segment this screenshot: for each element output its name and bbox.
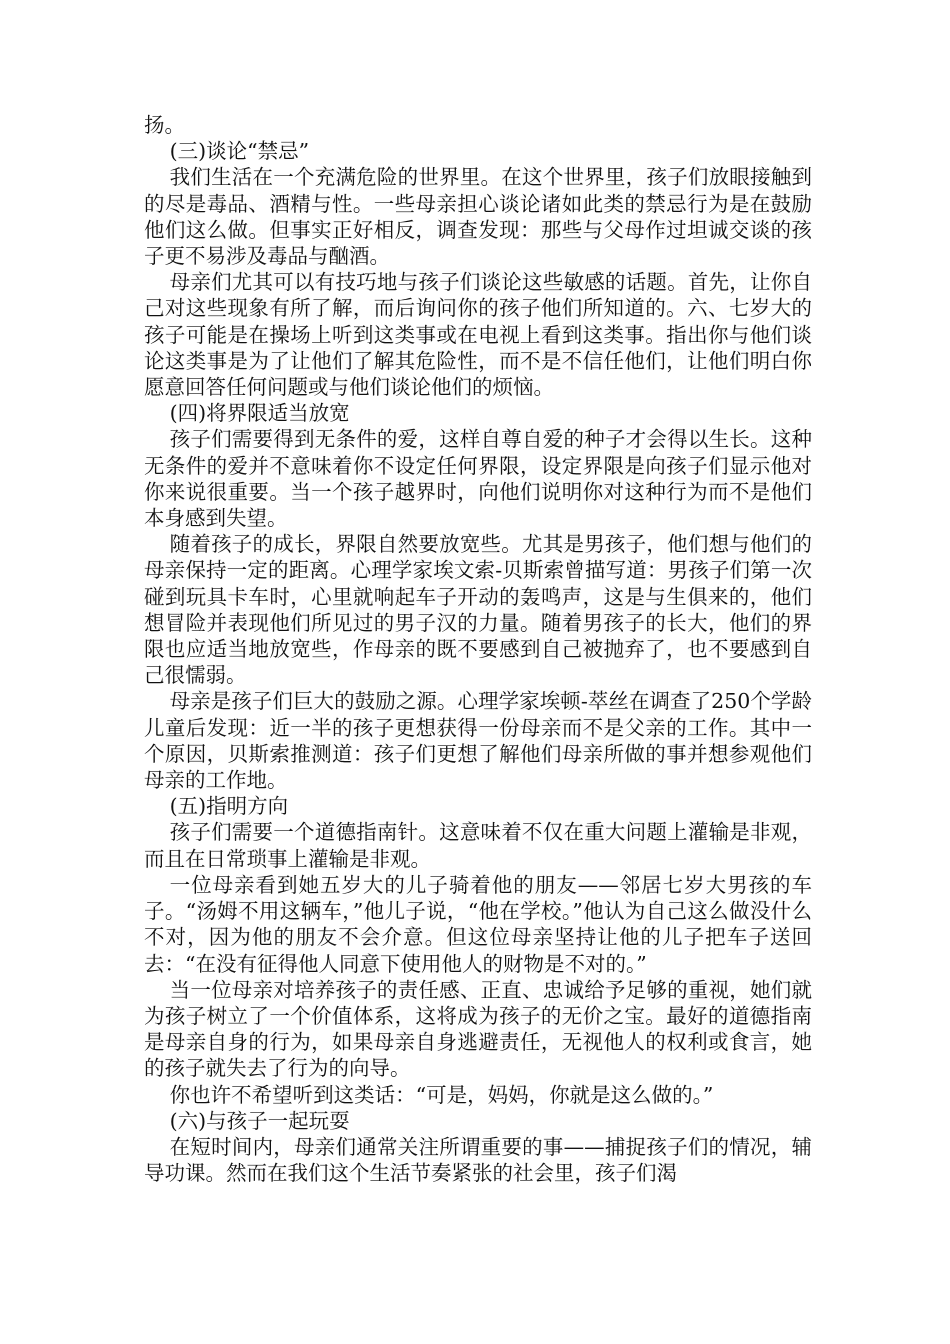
paragraph: 随着孩子的成长，界限自然要放宽些。尤其是男孩子，他们想与他们的母亲保持一定的距离。心理学家埃文索-贝斯索曾描写道：男孩子们第一次碰到玩具卡车时，心里就响起车子开动的轰鸣声，这是与生俱来的，他们想冒险并表现他们所见过的男子汉的力量。随着男孩子的长大，他们的界限也应适当地放宽些，作母亲的既不要感到自己被抛弃了，也不要感到自己很懦弱。 xyxy=(144,532,812,688)
section-heading-6: (六)与孩子一起玩耍 xyxy=(169,1108,350,1133)
document-body xyxy=(144,112,812,1186)
section-heading-4: (四)将界限适当放宽 xyxy=(169,401,350,426)
paragraph: 孩子们需要一个道德指南针。这意味着不仅在重大问题上灌输是非观，而且在日常琐事上灌输是非观。 xyxy=(144,820,812,871)
paragraph: 母亲是孩子们巨大的鼓励之源。心理学家埃顿-萃丝在调查了250个学龄儿童后发现：近一半的孩子更想获得一份母亲而不是父亲的工作。其中一个原因，贝斯索推测道：孩子们更想了解他们母亲所做的事并想参观他们母亲的工作地。 xyxy=(144,689,812,793)
section-heading-3: (三)谈论“禁忌” xyxy=(169,139,310,164)
paragraph-continuation: 扬。 xyxy=(144,113,185,137)
paragraph: 一位母亲看到她五岁大的儿子骑着他的朋友——邻居七岁大男孩的车子。“汤姆不用这辆车，”他儿子说，“他在学校。”他认为自己这么做没什么不对，因为他的朋友不会介意。但这位母亲坚持让他的儿子把车子送回去：“在没有征得他人同意下使用他人的财物是不对的。” xyxy=(144,872,812,976)
paragraph: 在短时间内，母亲们通常关注所谓重要的事——捕捉孩子们的情况，辅导功课。然而在我们这个生活节奏紧张的社会里，孩子们渴 xyxy=(144,1134,812,1186)
paragraph: 当一位母亲对培养孩子的责任感、正直、忠诚给予足够的重视，她们就为孩子树立了一个价值体系，这将成为孩子的无价之宝。最好的道德指南是母亲自身的行为，如果母亲自身逃避责任，无视他人的权利或食言，她的孩子就失去了行为的向导。 xyxy=(144,977,812,1081)
paragraph: 母亲们尤其可以有技巧地与孩子们谈论这些敏感的话题。首先，让你自己对这些现象有所了解，而后询问你的孩子他们所知道的。六、七岁大的孩子可能是在操场上听到这类事或在电视上看到这类事。指出你与他们谈论这类事是为了让他们了解其危险性，而不是不信任他们，让他们明白你愿意回答任何问题或与他们谈论他们的烦恼。 xyxy=(144,270,812,400)
paragraph: 孩子们需要得到无条件的爱，这样自尊自爱的种子才会得以生长。这种无条件的爱并不意味着你不设定任何界限，设定界限是向孩子们显示他对你来说很重要。当一个孩子越界时，向他们说明你对这种行为而不是他们本身感到失望。 xyxy=(144,427,812,531)
paragraph: 我们生活在一个充满危险的世界里。在这个世界里，孩子们放眼接触到的尽是毒品、酒精与性。一些母亲担心谈论诸如此类的禁忌行为是在鼓励他们这么做。但事实正好相反，调查发现：那些与父母作过坦诚交谈的孩子更不易涉及毒品与酗酒。 xyxy=(144,165,812,269)
section-heading-5: (五)指明方向 xyxy=(169,794,289,819)
paragraph: 你也许不希望听到这类话：“可是，妈妈，你就是这么做的。” xyxy=(169,1082,714,1107)
